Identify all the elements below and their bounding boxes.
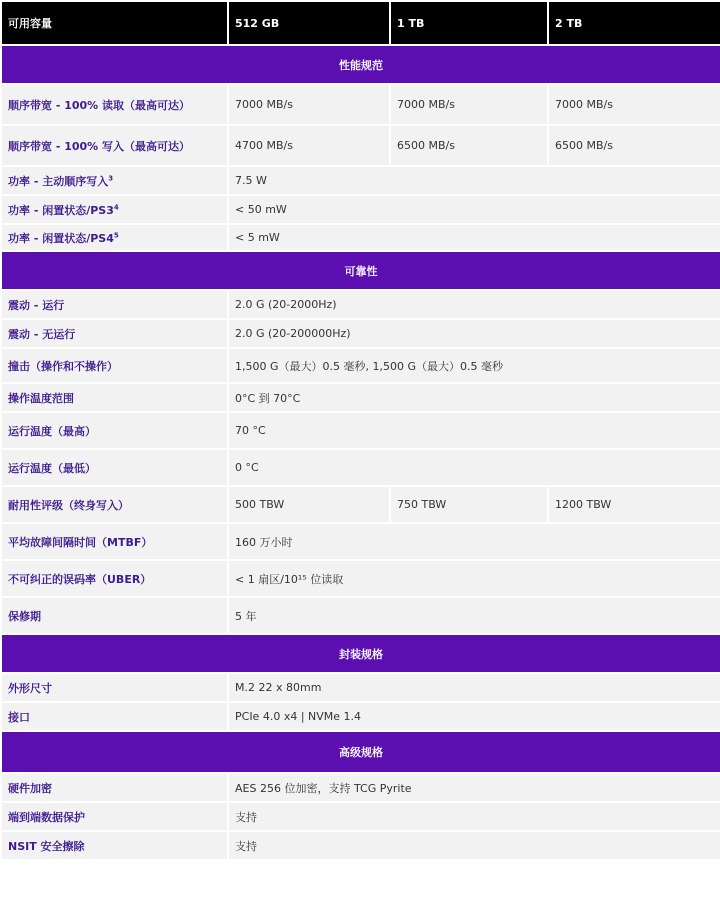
spec-row (2, 291, 720, 318)
spec-row-value: 1,500 G（最大）0.5 毫秒, 1,500 G（最大）0.5 毫秒 (229, 349, 720, 382)
spec-row-label: 平均故障间隔时间（MTBF） (8, 535, 153, 549)
spec-row-label-cell (2, 561, 227, 596)
spec-row-label: 震动 - 无运行 (8, 327, 76, 341)
spec-row-label: 顺序带宽 - 100% 写入（最高可达） (8, 139, 191, 153)
spec-row-value: PCIe 4.0 x4 | NVMe 1.4 (229, 703, 720, 730)
spec-row-label: 震动 - 运行 (8, 298, 65, 312)
section-title-row (2, 732, 720, 772)
spec-row-label-cell (2, 774, 227, 801)
spec-row-label: 顺序带宽 - 100% 读取（最高可达） (8, 98, 191, 112)
spec-row-value: 0 °C (229, 450, 720, 485)
spec-row (2, 832, 720, 859)
spec-row (2, 196, 720, 223)
spec-row-label-cell (2, 196, 227, 223)
spec-row-value: 支持 (229, 832, 720, 859)
spec-row-value: 2.0 G (20-200000Hz) (229, 320, 720, 347)
spec-row-label-cell (2, 450, 227, 485)
spec-row (2, 413, 720, 448)
section-title-row (2, 252, 720, 289)
spec-row-label-cell (2, 126, 227, 165)
spec-row (2, 85, 720, 124)
header-row (2, 2, 720, 44)
spec-row (2, 225, 720, 250)
spec-row-label: 运行温度（最低） (8, 461, 96, 475)
spec-row-label-cell (2, 384, 227, 411)
spec-row-label: 接口 (8, 710, 30, 724)
spec-row-value: 500 TBW (229, 487, 389, 522)
spec-row-label-cell (2, 487, 227, 522)
spec-row-value: 5 年 (229, 598, 720, 633)
spec-row (2, 774, 720, 801)
spec-row-label: 保修期 (8, 609, 41, 623)
spec-row-label-cell (2, 832, 227, 859)
spec-row-value: 70 °C (229, 413, 720, 448)
spec-row-value: 160 万小时 (229, 524, 720, 559)
header-capacity-label: 可用容量 (2, 2, 227, 44)
spec-row (2, 598, 720, 633)
spec-row-label-cell (2, 85, 227, 124)
footnote-marker: 4 (113, 202, 119, 211)
spec-row-value: 6500 MB/s (549, 126, 720, 165)
spec-row (2, 487, 720, 522)
section-title-row (2, 46, 720, 83)
spec-row (2, 524, 720, 559)
section-title: 封装规格 (2, 635, 720, 672)
spec-row-value: 7000 MB/s (391, 85, 547, 124)
spec-row-value: AES 256 位加密，支持 TCG Pyrite (229, 774, 720, 801)
spec-row-value: 6500 MB/s (391, 126, 547, 165)
spec-row-value: < 50 mW (229, 196, 720, 223)
spec-row-value: 4700 MB/s (229, 126, 389, 165)
spec-row-label: 不可纠正的误码率（UBER） (8, 572, 152, 586)
spec-row-label: 硬件加密 (8, 781, 52, 795)
spec-row-value: < 1 扇区/10¹⁵ 位读取 (229, 561, 720, 596)
spec-row-value: 2.0 G (20-2000Hz) (229, 291, 720, 318)
header-capacity-0: 512 GB (229, 2, 389, 44)
spec-row (2, 167, 720, 194)
spec-row-label: 操作温度范围 (8, 391, 74, 405)
spec-row-label-cell (2, 703, 227, 730)
spec-row (2, 320, 720, 347)
spec-row (2, 561, 720, 596)
spec-row-label: 耐用性评级（终身写入） (8, 498, 129, 512)
spec-row (2, 674, 720, 701)
spec-row-value: 0°C 到 70°C (229, 384, 720, 411)
spec-row-label-cell (2, 320, 227, 347)
section-title: 性能规范 (2, 46, 720, 83)
spec-row-label: 功率 - 闲置状态/PS4 (8, 231, 114, 245)
spec-row-label-cell (2, 291, 227, 318)
spec-row-label-cell (2, 524, 227, 559)
spec-row-label-cell (2, 598, 227, 633)
spec-row-label: 外形尺寸 (8, 681, 52, 695)
spec-row-label: NSIT 安全擦除 (8, 839, 85, 853)
spec-row-label: 功率 - 闲置状态/PS3 (8, 203, 114, 217)
spec-row-value: 750 TBW (391, 487, 547, 522)
spec-row-label: 运行温度（最高） (8, 424, 96, 438)
spec-row (2, 384, 720, 411)
section-title-row (2, 635, 720, 672)
spec-row-label-cell (2, 167, 227, 194)
spec-row (2, 126, 720, 165)
spec-row-label-cell (2, 674, 227, 701)
spec-row-label: 功率 - 主动顺序写入 (8, 174, 109, 188)
spec-row-value: M.2 22 x 80mm (229, 674, 720, 701)
section-title: 高级规格 (2, 732, 720, 772)
footnote-marker: 5 (113, 230, 119, 239)
header-capacity-1: 1 TB (391, 2, 547, 44)
spec-row (2, 803, 720, 830)
spec-row-label-cell (2, 225, 227, 250)
spec-row-label-cell (2, 349, 227, 382)
spec-row-value: 7000 MB/s (549, 85, 720, 124)
spec-row (2, 349, 720, 382)
spec-row (2, 703, 720, 730)
spec-row-label: 撞击（操作和不操作） (8, 359, 118, 373)
spec-row-value: 支持 (229, 803, 720, 830)
spec-row-value: 1200 TBW (549, 487, 720, 522)
spec-row-label-cell (2, 803, 227, 830)
footnote-marker: 3 (108, 173, 114, 182)
spec-row-value: 7000 MB/s (229, 85, 389, 124)
spec-row-label: 端到端数据保护 (8, 810, 85, 824)
section-title: 可靠性 (2, 252, 720, 289)
spec-row-label-cell (2, 413, 227, 448)
spec-row-value: < 5 mW (229, 225, 720, 250)
spec-row-value: 7.5 W (229, 167, 720, 194)
header-capacity-2: 2 TB (549, 2, 720, 44)
spec-row (2, 450, 720, 485)
